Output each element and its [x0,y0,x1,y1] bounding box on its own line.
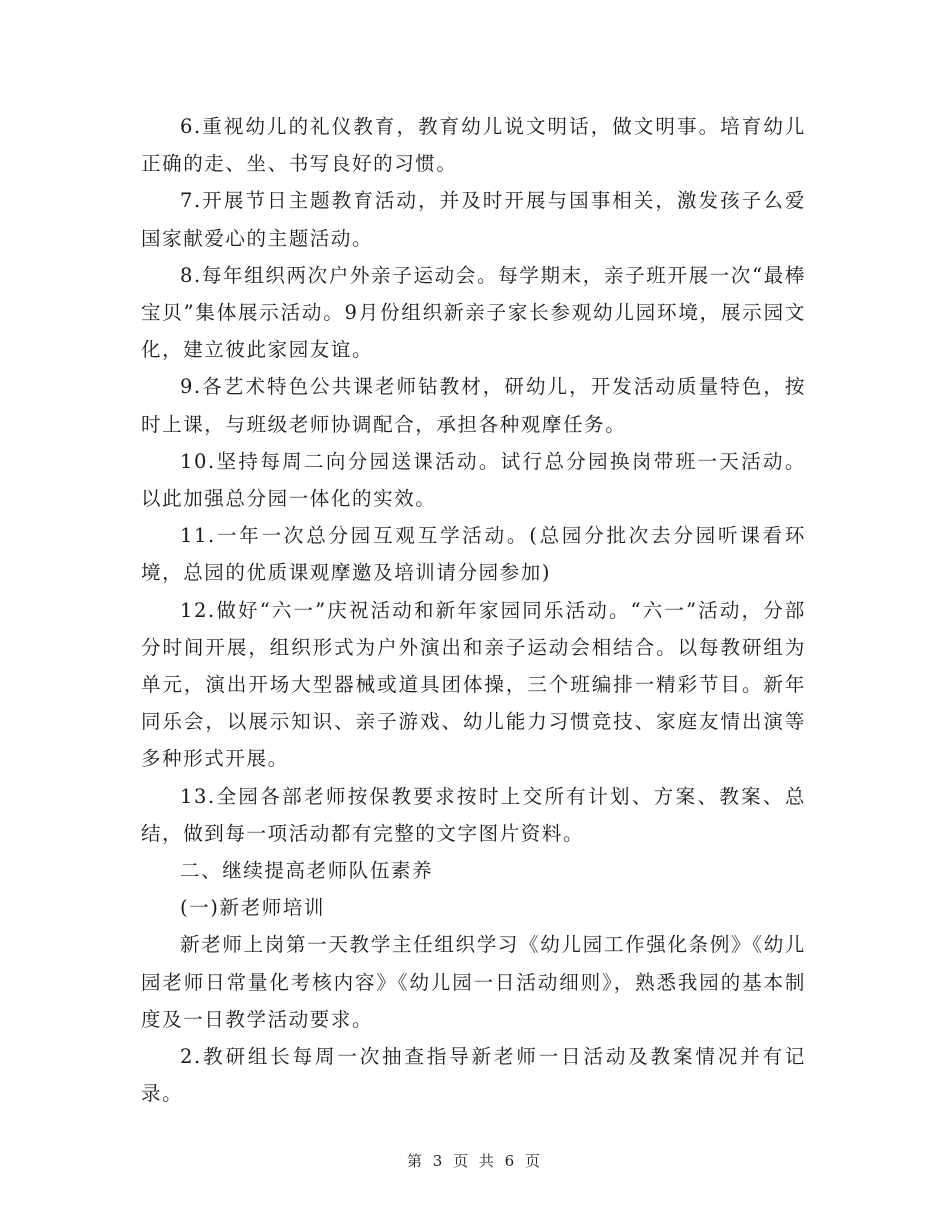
paragraph-training-2: 2.教研组长每周一次抽查指导新老师一日活动及教案情况并有记录。 [141,1045,806,1106]
paragraph-training-intro: 新老师上岗第一天教学主任组织学习《幼儿园工作强化条例》《幼儿园老师日常量化考核内容》《幼儿园一日活动细则》，熟悉我园的基本制度及一日教学活动要求。 [141,933,806,1031]
paragraph-item-12: 12.做好“六一”庆祝活动和新年家园同乐活动。“六一”活动，分部分时间开展，组织形式为户外演出和亲子运动会相结合。以每教研组为单元，演出开场大型器械或道具团体操，三个班编排一精彩节目。新年同乐会，以展示知识、亲子游戏、幼儿能力习惯竞技、家庭友情出演等多种形式开展。 [141,598,806,771]
paragraph-item-9: 9.各艺术特色公共课老师钻教材，研幼儿，开发活动质量特色，按时上课，与班级老师协调配合，承担各种观摩任务。 [141,375,806,436]
paragraph-item-13: 13.全园各部老师按保教要求按时上交所有计划、方案、教案、总结，做到每一项活动都有完整的文字图片资料。 [141,784,806,845]
section-heading: 二、继续提高老师队伍素养 [180,859,434,883]
paragraph-item-8: 8.每年组织两次户外亲子运动会。每学期末，亲子班开展一次“最棒宝贝”集体展示活动。9月份组织新亲子家长参观幼儿园环境，展示园文化，建立彼此家园友谊。 [141,263,806,362]
paragraph-item-6: 6.重视幼儿的礼仪教育，教育幼儿说文明话，做文明事。培育幼儿正确的走、坐、书写良好的习惯。 [141,115,806,176]
document-body [141,108,806,1112]
page-number-footer: 第 3 页 共 6 页 [407,1152,543,1170]
subsection-heading: (一)新老师培训 [180,896,326,920]
paragraph-item-11: 11.一年一次总分园互观互学活动。(总园分批次去分园听课看环境，总园的优质课观摩邀及培训请分园参加) [141,524,806,585]
paragraph-item-7: 7.开展节日主题教育活动，并及时开展与国事相关，激发孩子么爱国家献爱心的主题活动。 [141,189,806,250]
paragraph-item-10: 10.坚持每周二向分园送课活动。试行总分园换岗带班一天活动。以此加强总分园一体化的实效。 [141,449,806,511]
